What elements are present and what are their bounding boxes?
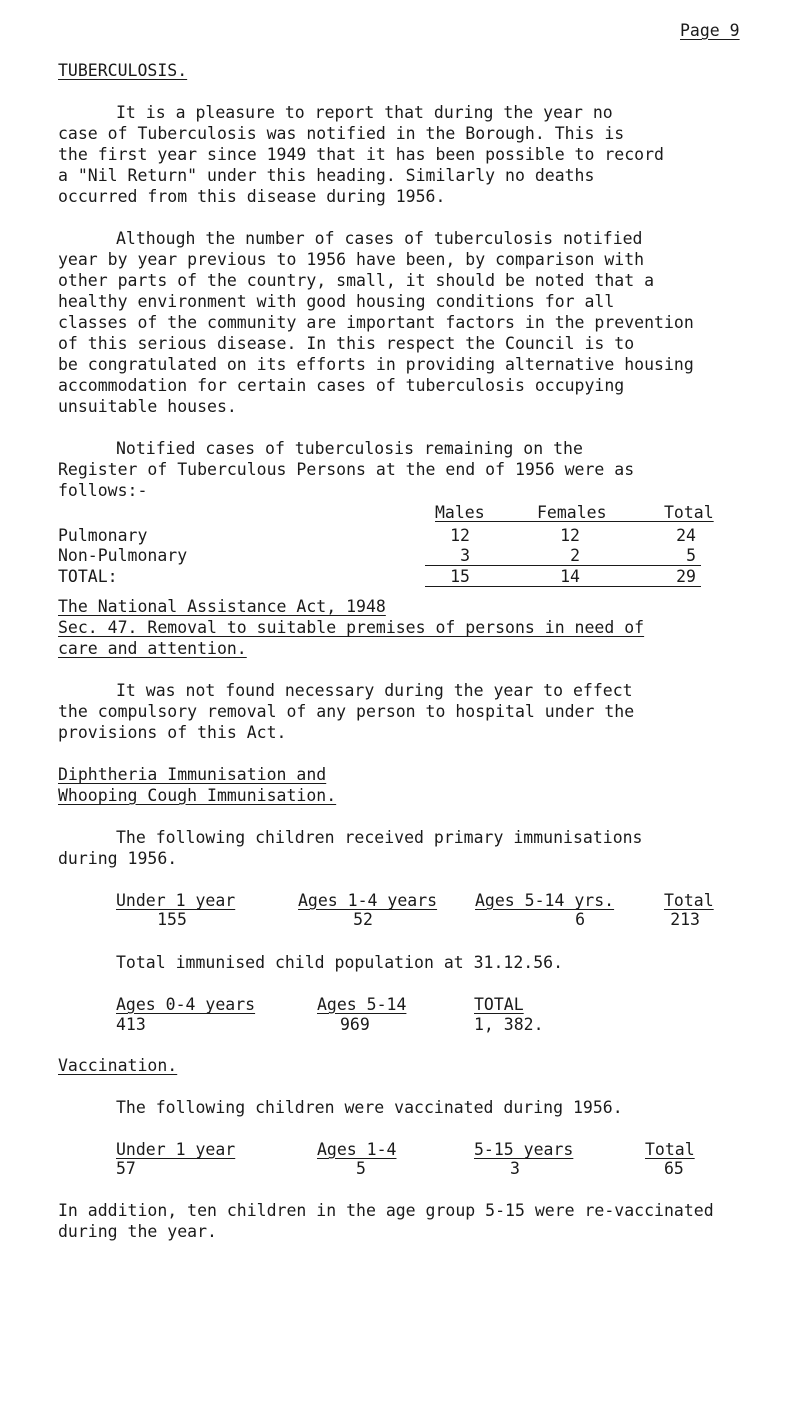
text-line: care and attention. bbox=[58, 639, 247, 658]
cell-females: 12 bbox=[560, 526, 580, 545]
cell-total: 29 bbox=[676, 567, 696, 586]
column-header: Ages 5-14 yrs. bbox=[475, 891, 615, 910]
text-line: provisions of this Act. bbox=[58, 723, 287, 742]
cell-value: 413 bbox=[116, 1015, 146, 1034]
text-line: during 1956. bbox=[58, 849, 178, 868]
text-line: It was not found necessary during the year to effect bbox=[116, 681, 633, 700]
cell-value: 52 bbox=[353, 910, 373, 929]
text-line: Diphtheria Immunisation and bbox=[58, 765, 327, 784]
column-header: Ages 1-4 bbox=[317, 1140, 397, 1159]
page-number: Page 9 bbox=[680, 21, 740, 40]
text-line: classes of the community are important factors in the prevention bbox=[58, 313, 694, 332]
section-heading-tuberculosis: TUBERCULOSIS. bbox=[58, 61, 188, 80]
text-line: case of Tuberculosis was notified in the Borough. This is bbox=[58, 124, 625, 143]
row-label-pulmonary: Pulmonary bbox=[58, 526, 148, 545]
column-header: Ages 1-4 years bbox=[298, 891, 438, 910]
cell-value: 3 bbox=[510, 1159, 520, 1178]
text-line: The National Assistance Act, 1948 bbox=[58, 597, 386, 616]
text-line: Although the number of cases of tuberculosis notified bbox=[116, 229, 643, 248]
text-line: during the year. bbox=[58, 1222, 217, 1241]
cell-males: 15 bbox=[450, 567, 470, 586]
text-line: the compulsory removal of any person to hospital under the bbox=[58, 702, 635, 721]
cell-value: 969 bbox=[340, 1015, 370, 1034]
column-header: Ages 5-14 bbox=[317, 995, 407, 1014]
paragraph-vaccinated: The following children were vaccinated during 1956. bbox=[116, 1098, 623, 1117]
column-header: Total bbox=[664, 891, 714, 910]
column-header: TOTAL bbox=[474, 995, 524, 1014]
text-line: other parts of the country, small, it should be noted that a bbox=[58, 271, 655, 290]
row-label-total: TOTAL: bbox=[58, 567, 118, 586]
text-line: healthy environment with good housing conditions for all bbox=[58, 292, 615, 311]
text-line: occurred from this disease during 1956. bbox=[58, 187, 446, 206]
text-line: Register of Tuberculous Persons at the end of 1956 were as bbox=[58, 460, 635, 479]
cell-value: 5 bbox=[356, 1159, 366, 1178]
cell-total: 5 bbox=[686, 546, 696, 565]
cell-value: 65 bbox=[664, 1159, 684, 1178]
column-header-females: Females bbox=[537, 503, 607, 522]
column-header-males: Males bbox=[435, 503, 485, 522]
total-rule bbox=[425, 586, 701, 587]
text-line: It is a pleasure to report that during the year no bbox=[116, 103, 613, 122]
cell-total: 24 bbox=[676, 526, 696, 545]
cell-value: 213 bbox=[670, 910, 700, 929]
text-line: the first year since 1949 that it has been possible to record bbox=[58, 145, 664, 164]
text-line: year by year previous to 1956 have been, by comparison with bbox=[58, 250, 645, 269]
column-header: Under 1 year bbox=[116, 891, 236, 910]
text-line: Whooping Cough Immunisation. bbox=[58, 786, 337, 805]
column-header-total: Total bbox=[664, 503, 714, 522]
header-rule bbox=[435, 521, 701, 522]
text-line: Notified cases of tuberculosis remaining on the bbox=[116, 439, 583, 458]
cell-females: 2 bbox=[570, 546, 580, 565]
text-line: Sec. 47. Removal to suitable premises of persons in need of bbox=[58, 618, 645, 637]
cell-males: 3 bbox=[460, 546, 470, 565]
text-line: be congratulated on its efforts in providing alternative housing bbox=[58, 355, 694, 374]
text-line: follows:- bbox=[58, 481, 148, 500]
cell-value: 57 bbox=[116, 1159, 136, 1178]
text-line: of this serious disease. In this respect the Council is to bbox=[58, 334, 635, 353]
text-line: In addition, ten children in the age group 5-15 were re-vaccinated bbox=[58, 1201, 714, 1220]
cell-value: 155 bbox=[157, 910, 187, 929]
column-header: Ages 0-4 years bbox=[116, 995, 256, 1014]
cell-males: 12 bbox=[450, 526, 470, 545]
cell-value: 6 bbox=[575, 910, 585, 929]
text-line: unsuitable houses. bbox=[58, 397, 237, 416]
cell-value: 1, 382. bbox=[474, 1015, 544, 1034]
text-line: The following children received primary immunisations bbox=[116, 828, 643, 847]
column-header: Under 1 year bbox=[116, 1140, 236, 1159]
column-header: Total bbox=[645, 1140, 695, 1159]
vaccination-heading: Vaccination. bbox=[58, 1056, 178, 1075]
cell-females: 14 bbox=[560, 567, 580, 586]
total-immunised-text: Total immunised child population at 31.12.56. bbox=[116, 953, 564, 972]
row-label-non-pulmonary: Non-Pulmonary bbox=[58, 546, 188, 565]
text-line: accommodation for certain cases of tuberculosis occupying bbox=[58, 376, 625, 395]
text-line: a "Nil Return" under this heading. Similarly no deaths bbox=[58, 166, 595, 185]
column-header: 5-15 years bbox=[474, 1140, 574, 1159]
